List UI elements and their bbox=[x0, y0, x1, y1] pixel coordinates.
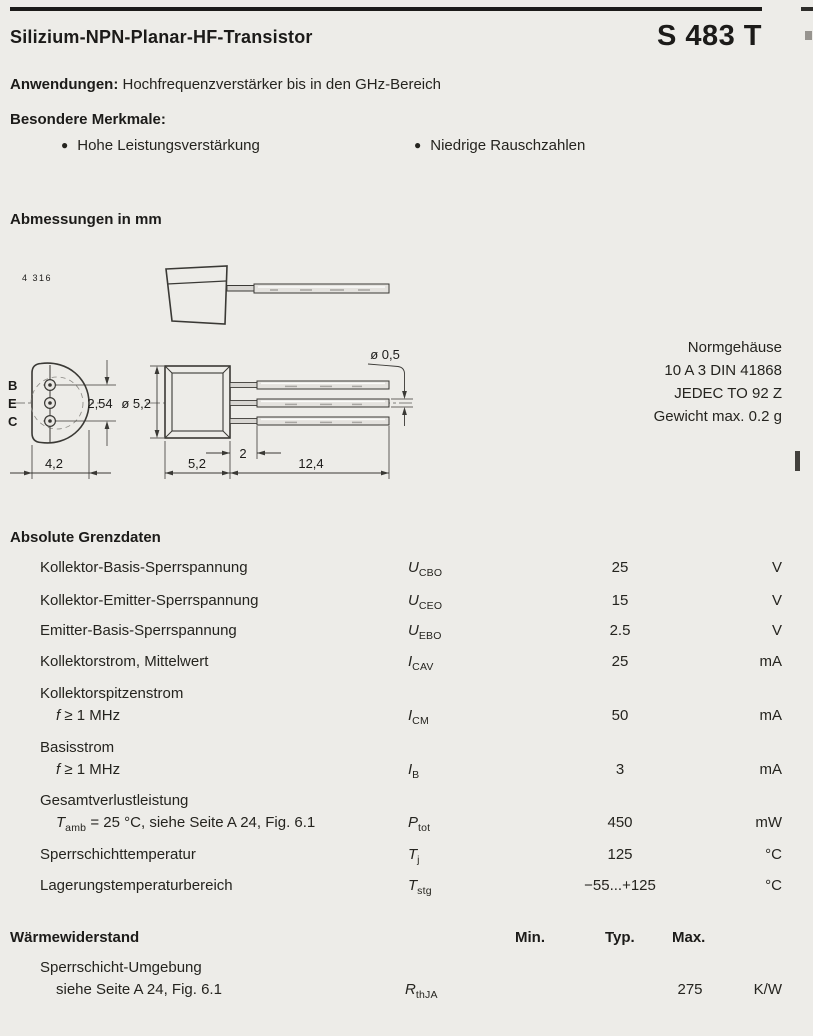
dim-lead-thin-length: 2 bbox=[239, 446, 247, 461]
rating-label: Gesamtverlustleistung bbox=[40, 792, 189, 809]
pin-label-b: B bbox=[8, 378, 18, 393]
rating-unit: V bbox=[771, 622, 782, 639]
rating-symbol: $U_{EBO}$ bbox=[408, 622, 442, 642]
rating-label: Kollektorstrom, Mittelwert bbox=[40, 653, 209, 670]
feature-label: Hohe Leistungsverstärkung bbox=[77, 137, 260, 154]
rating-value: −55...+125 bbox=[584, 877, 656, 894]
rating-unit: °C bbox=[765, 846, 782, 863]
page-title: Silizium-NPN-Planar-HF-Transistor bbox=[10, 27, 313, 47]
rating-value: 50 bbox=[611, 707, 629, 724]
pin-holes bbox=[45, 380, 56, 427]
rating-label: Sperrschichttemperatur bbox=[40, 846, 196, 863]
dim-pin-spacing: 2,54 bbox=[87, 396, 113, 411]
thermal-max-value: 275 bbox=[677, 981, 703, 998]
scan-artifact bbox=[805, 31, 812, 40]
rating-value: 15 bbox=[611, 592, 629, 609]
applications-label: Anwendungen: bbox=[10, 76, 119, 93]
rating-symbol: $I_{CAV}$ bbox=[408, 653, 434, 673]
drawing-number: 4 316 bbox=[22, 273, 53, 283]
dim-body-length: 5,2 bbox=[187, 456, 207, 471]
bullet-icon: ● bbox=[61, 138, 69, 152]
rating-value: 25 bbox=[611, 559, 629, 576]
package-bottom-view bbox=[8, 360, 116, 479]
thermal-label: Sperrschicht-Umgebung bbox=[40, 959, 202, 976]
package-side-view bbox=[121, 347, 413, 479]
dim-body-diameter: ø 5,2 bbox=[121, 396, 151, 411]
rating-symbol: $U_{CBO}$ bbox=[408, 559, 443, 579]
rating-value: 2.5 bbox=[609, 622, 631, 639]
package-leads bbox=[230, 381, 389, 425]
rating-symbol: $U_{CEO}$ bbox=[408, 592, 443, 612]
rating-symbol: $T_{stg}$ bbox=[408, 877, 432, 897]
rating-label: Lagerungstemperaturbereich bbox=[40, 877, 233, 894]
rating-symbol: $T_j$ bbox=[408, 846, 420, 866]
package-info-line: 10 A 3 DIN 41868 bbox=[664, 362, 782, 379]
scan-artifact bbox=[801, 7, 813, 11]
rating-unit: mW bbox=[755, 814, 782, 831]
feature-item bbox=[414, 134, 585, 157]
rating-label: Emitter-Basis-Sperrspannung bbox=[40, 622, 237, 639]
rating-symbol: $P_{tot}$ bbox=[408, 814, 431, 834]
rating-unit: V bbox=[771, 592, 782, 609]
rating-unit: °C bbox=[765, 877, 782, 894]
pin-label-e: E bbox=[8, 396, 17, 411]
dim-lead-length: 12,4 bbox=[298, 456, 324, 471]
rating-unit: mA bbox=[759, 761, 782, 778]
part-number: S 483 T bbox=[656, 20, 762, 52]
package-info-line: JEDEC TO 92 Z bbox=[674, 385, 782, 402]
feature-label: Niedrige Rauschzahlen bbox=[430, 137, 586, 154]
thermal-unit: K/W bbox=[753, 981, 782, 998]
thermal-heading: Wärmewiderstand bbox=[10, 929, 140, 946]
rating-condition: f ≥ 1 MHz bbox=[56, 761, 121, 778]
rating-unit: mA bbox=[759, 707, 782, 724]
package-info-line: Gewicht max. 0.2 g bbox=[653, 408, 782, 425]
rating-label: Kollektor-Emitter-Sperrspannung bbox=[40, 592, 259, 609]
bullet-icon: ● bbox=[414, 138, 422, 152]
column-min: Min. bbox=[515, 929, 545, 946]
top-rule bbox=[10, 7, 762, 11]
applications-line bbox=[10, 74, 441, 96]
scan-artifact bbox=[795, 451, 800, 471]
rating-unit: V bbox=[771, 559, 782, 576]
pin-label-c: C bbox=[8, 414, 18, 429]
thermal-symbol: $R_{thJA}$ bbox=[405, 981, 438, 1001]
rating-condition: $T_{amb} = 25$ °C, siehe Seite A 24, Fig. 6.1 bbox=[56, 814, 316, 834]
rating-symbol: $I_{CM}$ bbox=[408, 707, 429, 727]
rating-value: 25 bbox=[611, 653, 629, 670]
package-top-view bbox=[166, 266, 389, 324]
column-typ: Typ. bbox=[605, 929, 635, 946]
rating-unit: mA bbox=[759, 653, 782, 670]
applications-text: Hochfrequenzverstärker bis in den GHz-Bereich bbox=[118, 76, 441, 93]
package-info bbox=[480, 336, 782, 428]
thermal-condition: siehe Seite A 24, Fig. 6.1 bbox=[56, 981, 222, 998]
package-drawing bbox=[0, 253, 500, 503]
rating-value: 3 bbox=[615, 761, 625, 778]
rating-label: Basisstrom bbox=[40, 739, 115, 756]
column-max: Max. bbox=[672, 929, 706, 946]
rating-label: Kollektorspitzenstrom bbox=[40, 685, 184, 702]
dim-lead-diameter: ø 0,5 bbox=[370, 347, 400, 362]
rating-condition: f ≥ 1 MHz bbox=[56, 707, 121, 724]
dim-body-width: 4,2 bbox=[44, 456, 64, 471]
rating-symbol: $I_B$ bbox=[408, 761, 420, 781]
ratings-heading: Absolute Grenzdaten bbox=[10, 529, 161, 546]
feature-item bbox=[61, 134, 260, 157]
package-info-line: Normgehäuse bbox=[687, 339, 782, 356]
rating-value: 450 bbox=[607, 814, 633, 831]
dimensions-heading: Abmessungen in mm bbox=[10, 211, 162, 228]
rating-value: 125 bbox=[607, 846, 633, 863]
rating-label: Kollektor-Basis-Sperrspannung bbox=[40, 559, 248, 576]
features-heading: Besondere Merkmale: bbox=[10, 111, 166, 128]
